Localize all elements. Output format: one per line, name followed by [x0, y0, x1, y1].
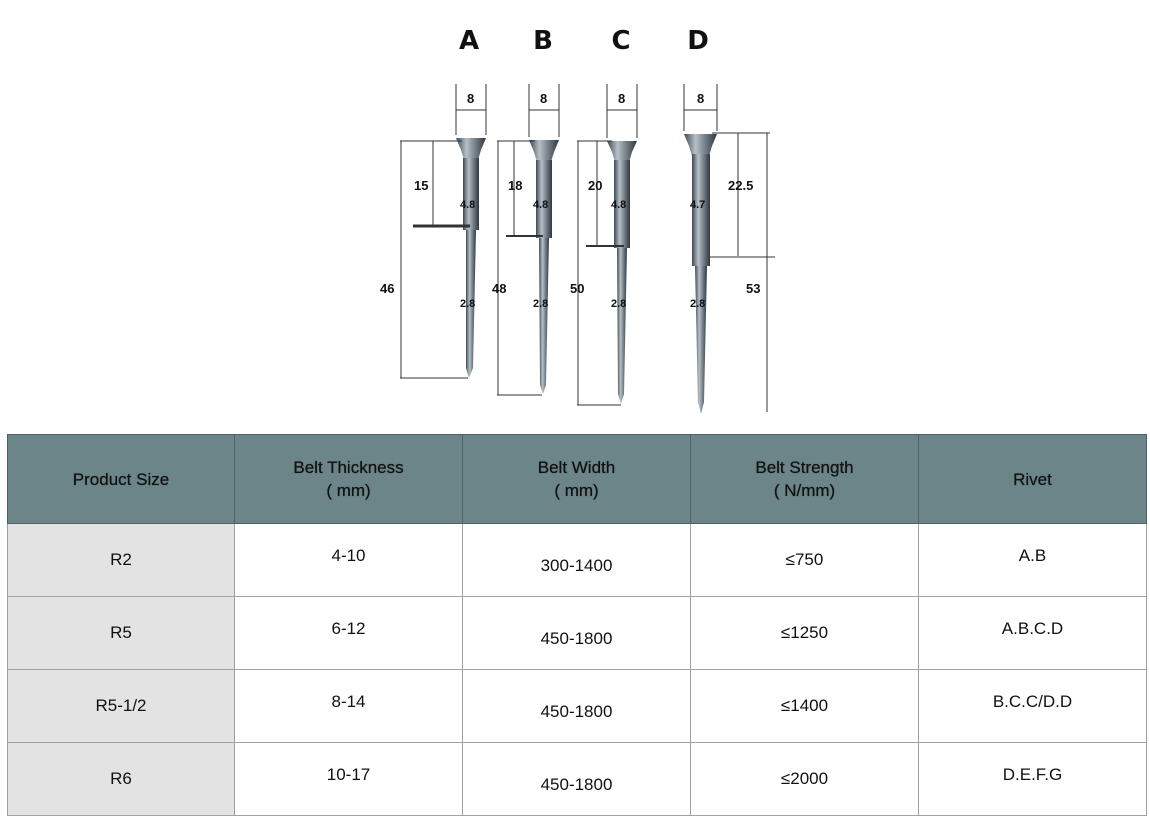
- rivet-b-drawing: [497, 84, 559, 395]
- cell-belt-width: 300-1400: [463, 524, 691, 597]
- table-row: [8, 743, 1147, 816]
- cell-rivet: D.E.F.G: [919, 743, 1147, 816]
- table-row: [8, 597, 1147, 670]
- cell-belt-thickness: 4-10: [235, 524, 463, 597]
- table-row: [8, 524, 1147, 597]
- rivet-a-letter: A: [458, 26, 480, 56]
- header-belt-thickness: Belt Thickness ( mm): [235, 435, 463, 524]
- rivet-c-total-length: 50: [570, 281, 585, 296]
- header-belt-width: Belt Width ( mm): [463, 435, 691, 524]
- cell-belt-strength: ≤2000: [691, 743, 919, 816]
- cell-product-size: R5: [8, 597, 235, 670]
- cell-product-size: R5-1/2: [8, 670, 235, 743]
- header-rivet: Rivet: [919, 435, 1147, 524]
- cell-belt-strength: ≤750: [691, 524, 919, 597]
- cell-belt-width: 450-1800: [463, 670, 691, 743]
- rivet-a-shank-diameter: 4.8: [460, 199, 476, 211]
- cell-product-size: R2: [8, 524, 235, 597]
- cell-belt-width: 450-1800: [463, 743, 691, 816]
- cell-belt-thickness: 8-14: [235, 670, 463, 743]
- cell-belt-strength: ≤1400: [691, 670, 919, 743]
- rivet-a-drawing: [400, 84, 486, 378]
- rivet-b-head-width: 8: [540, 91, 548, 106]
- rivet-b-shank-diameter: 4.8: [533, 199, 549, 211]
- table-row: [8, 670, 1147, 743]
- rivet-a-head-width: 8: [467, 91, 475, 106]
- cell-rivet: A.B.C.D: [919, 597, 1147, 670]
- rivet-c-shank-diameter: 4.8: [611, 199, 627, 211]
- rivet-a-total-length: 46: [380, 281, 395, 296]
- header-belt-strength: Belt Strength ( N/mm): [691, 435, 919, 524]
- rivet-d-head-width: 8: [697, 91, 705, 106]
- rivet-d-drawing: [684, 84, 775, 414]
- rivet-d-total-length: 53: [746, 281, 761, 296]
- rivet-d-pin-diameter: 2.8: [690, 298, 706, 310]
- rivet-d-shank-diameter: 4.7: [690, 199, 706, 211]
- cell-rivet: A.B: [919, 524, 1147, 597]
- cell-belt-strength: ≤1250: [691, 597, 919, 670]
- table-header-row: [8, 435, 1147, 524]
- rivet-c-drawing: [577, 84, 637, 405]
- rivet-c-pin-diameter: 2.8: [611, 298, 627, 310]
- cell-product-size: R6: [8, 743, 235, 816]
- rivet-d-letter: D: [687, 26, 709, 56]
- header-product-size: Product Size: [8, 435, 235, 524]
- rivet-a-pin-diameter: 2.8: [460, 298, 476, 310]
- rivet-b-total-length: 48: [492, 281, 507, 296]
- rivet-a-shank-length: 15: [414, 178, 429, 193]
- belt-fastener-spec-table: [7, 434, 1147, 816]
- rivet-d-shank-length: 22.5: [728, 178, 754, 193]
- cell-belt-thickness: 6-12: [235, 597, 463, 670]
- rivet-c-head-width: 8: [618, 91, 626, 106]
- rivet-b-shank-length: 18: [508, 178, 523, 193]
- rivet-c-shank-length: 20: [588, 178, 603, 193]
- rivet-b-letter: B: [533, 26, 553, 56]
- rivet-c-letter: C: [611, 26, 631, 56]
- rivet-b-pin-diameter: 2.8: [533, 298, 549, 310]
- cell-rivet: B.C.C/D.D: [919, 670, 1147, 743]
- cell-belt-thickness: 10-17: [235, 743, 463, 816]
- cell-belt-width: 450-1800: [463, 597, 691, 670]
